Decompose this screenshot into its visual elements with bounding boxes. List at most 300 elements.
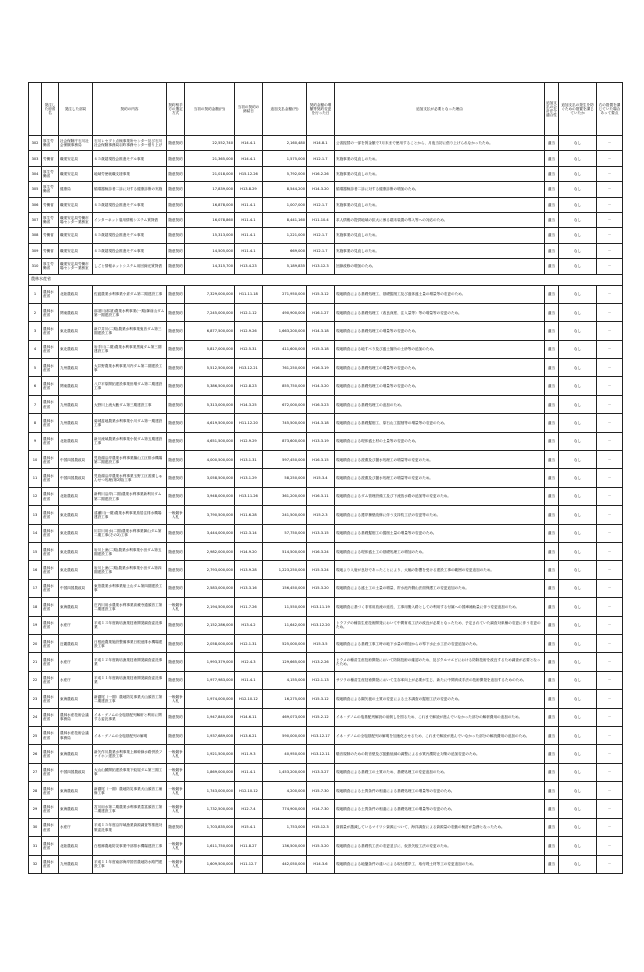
- table-cell: H15.3.24: [307, 561, 335, 579]
- table-cell: H14.8.1: [307, 136, 335, 151]
- table-cell: H13.6.21: [235, 726, 263, 744]
- table-cell: －: [597, 634, 623, 652]
- table-cell: H13.3.15: [307, 524, 335, 542]
- table-cell: 現地精査による基礎処理工（改良深度、注入量等）等の増量等の変更のため。: [335, 303, 545, 321]
- table-cell: 一般競争入札: [167, 782, 185, 800]
- table-cell: なし: [559, 151, 597, 166]
- table-cell: 57,750,000: [263, 524, 307, 542]
- table-cell: 6: [29, 377, 42, 395]
- table-cell: 23: [29, 690, 42, 708]
- table-cell: 307: [29, 212, 42, 227]
- table-cell: 農林水産省: [42, 377, 59, 395]
- table-cell: H13.3.19: [307, 432, 335, 450]
- table-cell: 随意契約: [167, 726, 185, 744]
- table-cell: なし: [559, 782, 597, 800]
- table-cell: 農林水産省: [42, 690, 59, 708]
- table-cell: 5,792,000: [263, 166, 307, 181]
- table-cell: なし: [559, 197, 597, 212]
- table-cell: 17: [29, 579, 42, 597]
- table-cell: トラフグの種苗生産技術開発において中間育成工法の改良が必要となったため、予定されていた調査対象種の変更に伴う変更のため。: [335, 616, 545, 634]
- table-cell: －: [597, 259, 623, 274]
- table-cell: －: [597, 395, 623, 413]
- table-cell: 現地より入射が良好であったことにより、大幅の影響を受ける建設工事の範囲の変更追加のため。: [335, 561, 545, 579]
- table-cell: 地域労使就職支援事業: [93, 166, 167, 181]
- table-cell: 適当: [545, 708, 559, 726]
- column-header: 当初の契約金額(円): [185, 83, 235, 136]
- table-cell: 7: [29, 395, 42, 413]
- table-cell: 303: [29, 151, 42, 166]
- table-cell: H15.4.1: [235, 818, 263, 836]
- table-cell: 随意契約: [167, 708, 185, 726]
- table-cell: 514,500,000: [263, 542, 307, 560]
- table-cell: なし: [559, 259, 597, 274]
- table-cell: 4,200,000: [263, 782, 307, 800]
- table-cell: 川井川用水(二期)農業水利事業御山ダム第二期工事(その2)工事: [93, 524, 167, 542]
- table-cell: 現地精査による基礎工事工時の地下水量の増加からの導下水止水工法の変更追加のため。: [335, 634, 545, 652]
- table-row: [29, 212, 623, 227]
- table-cell: H13.12.21: [235, 359, 263, 377]
- table-cell: 4,619,500,000: [185, 414, 235, 432]
- table-cell: 菊城盆地農業水利事業小川ダム第一期建設工事: [93, 414, 167, 432]
- table-cell: 適当: [545, 182, 559, 197]
- table-cell: －: [597, 708, 623, 726]
- table-cell: なし: [559, 359, 597, 377]
- table-row: [29, 690, 623, 708]
- table-cell: 現地精査による基礎掘削工の掘削土量の増量等の変更のため。: [335, 524, 545, 542]
- table-cell: 136,500,000: [263, 837, 307, 855]
- table-cell: －: [597, 837, 623, 855]
- table-cell: H16.3.23: [307, 395, 335, 413]
- table-cell: 適当: [545, 432, 559, 450]
- table-cell: 16,878,000: [185, 197, 235, 212]
- table-cell: 5,386,500,000: [185, 377, 235, 395]
- table-cell: 適当: [545, 837, 559, 855]
- table-cell: 平成１１年度栽培漁業技術開発調査委託事業: [93, 671, 167, 689]
- table-cell: －: [597, 197, 623, 212]
- table-cell: なし: [559, 451, 597, 469]
- column-header: 追加支払金額(円): [263, 83, 307, 136]
- table-cell: H11.4.1: [235, 243, 263, 258]
- table-cell: 241,500,000: [263, 506, 307, 524]
- table-row: [29, 616, 623, 634]
- table-cell: －: [597, 616, 623, 634]
- table-cell: なし: [559, 136, 597, 151]
- table-cell: 28: [29, 782, 42, 800]
- table-row: [29, 763, 623, 781]
- table-cell: 適当: [545, 671, 559, 689]
- table-cell: －: [597, 285, 623, 303]
- table-cell: 農林水産省: [42, 855, 59, 873]
- table-cell: 東北農政局: [59, 340, 93, 358]
- table-cell: 随意契約: [167, 259, 185, 274]
- table-cell: －: [597, 561, 623, 579]
- table-cell: 近畿農政局: [59, 634, 93, 652]
- table-cell: なし: [559, 340, 597, 358]
- table-cell: H12.7.4: [235, 800, 263, 818]
- table-cell: 随意契約: [167, 414, 185, 432]
- table-cell: H16.3.19: [307, 359, 335, 377]
- table-cell: 一般競争入札: [167, 598, 185, 616]
- table-cell: 適当: [545, 506, 559, 524]
- table-cell: H15.3.4: [307, 469, 335, 487]
- table-cell: 随意契約: [167, 432, 185, 450]
- table-cell: H13.11.26: [235, 487, 263, 505]
- table-cell: 随意契約: [167, 303, 185, 321]
- table-cell: 那須川(那須)農業水利事業(一期)御前山ダム第一期建設工事: [93, 303, 167, 321]
- table-cell: 適当: [545, 228, 559, 243]
- table-cell: 一般競争入札: [167, 690, 185, 708]
- table-cell: 随意契約: [167, 469, 185, 487]
- table-cell: 水産庁: [59, 653, 93, 671]
- table-cell: H12.1.7: [307, 197, 335, 212]
- table-cell: 8,544,200: [263, 182, 307, 197]
- table-cell: 9: [29, 432, 42, 450]
- table-cell: 農林水産省: [42, 487, 59, 505]
- table-cell: 現地精査による堤体盛土工の基礎処理工の増加のため。: [335, 542, 545, 560]
- table-cell: －: [597, 524, 623, 542]
- table-cell: 新川流域農業水利事業小俣ダム第五期建設工事: [93, 432, 167, 450]
- table-cell: なし: [559, 182, 597, 197]
- table-row: [29, 259, 623, 274]
- table-cell: H15.3.20: [307, 579, 335, 597]
- table-cell: 適当: [545, 469, 559, 487]
- table-cell: 随意契約: [167, 818, 185, 836]
- section-row: [29, 274, 623, 285]
- table-row: [29, 800, 623, 818]
- table-cell: －: [597, 451, 623, 469]
- table-cell: 一般競争入札: [167, 837, 185, 855]
- table-cell: H11.11.18: [235, 285, 263, 303]
- table-cell: 労働省: [42, 197, 59, 212]
- table-row: [29, 708, 623, 726]
- table-cell: なし: [559, 469, 597, 487]
- table-cell: 職業安定局労働市場センター業務室: [59, 259, 93, 274]
- table-cell: 5,817,000,000: [185, 340, 235, 358]
- table-cell: 11,642,000: [263, 616, 307, 634]
- table-cell: 実施事業の見直しのため。: [335, 197, 545, 212]
- table-cell: なし: [559, 598, 597, 616]
- table-row: [29, 451, 623, 469]
- table-cell: 随意契約: [167, 243, 185, 258]
- table-cell: 遠瀬川(一期)農業水利事業鳥居注排水機場建設工事: [93, 506, 167, 524]
- table-cell: 3,444,000,000: [185, 524, 235, 542]
- table-cell: 騒音規制のための防音壁及び振動低減の調整による水質汚濁防止対策の追加変更のため。: [335, 745, 545, 763]
- table-cell: 32: [29, 855, 42, 873]
- table-cell: 随意契約: [167, 377, 185, 395]
- agri-rows: [29, 285, 623, 874]
- table-cell: 適当: [545, 395, 559, 413]
- table-cell: 1,611,750,000: [185, 837, 235, 855]
- table-cell: 水産庁: [59, 818, 93, 836]
- table-cell: 4: [29, 340, 42, 358]
- table-cell: 随意契約: [167, 182, 185, 197]
- table-cell: 現地精査による基礎処理工の増量等の変更のため。: [335, 377, 545, 395]
- table-cell: H12.9.29: [235, 432, 263, 450]
- table-cell: 適当: [545, 359, 559, 377]
- table-cell: 305: [29, 182, 42, 197]
- table-cell: －: [597, 653, 623, 671]
- table-cell: 農林水産省: [42, 745, 59, 763]
- table-cell: 実施事業の見直しのため。: [335, 166, 545, 181]
- table-cell: H11.4.1: [235, 197, 263, 212]
- table-cell: H15.3.18: [307, 340, 335, 358]
- table-cell: 農林水産省: [42, 432, 59, 450]
- column-header: 右の措置を講じていた場合あって要点: [597, 83, 623, 136]
- table-cell: 職業安定局: [59, 197, 93, 212]
- column-header: 契約相手方の選定方式: [167, 83, 185, 136]
- table-cell: 22: [29, 671, 42, 689]
- table-cell: H14.4.1: [235, 136, 263, 151]
- table-cell: 新利川沿岸(二期)農業水利事業新利川ダム第二期建設工事: [93, 487, 167, 505]
- table-cell: ６５歳超現役会推進モデル事業: [93, 243, 167, 258]
- table-cell: －: [597, 506, 623, 524]
- table-cell: 九州農政局: [59, 855, 93, 873]
- table-cell: 随意契約: [167, 166, 185, 181]
- table-cell: 平成１２年度栽培漁業技術開発調査委託事業: [93, 653, 167, 671]
- table-cell: 農林水産省: [42, 708, 59, 726]
- table-cell: 岩手川(二期)農業水利事業黒滝ダム第三期建設工事: [93, 340, 167, 358]
- table-cell: 適当: [545, 151, 559, 166]
- table-cell: 590,000,000: [263, 726, 307, 744]
- table-cell: 九州農政局: [59, 359, 93, 377]
- table-cell: 児島湖沿岸農業水利事業玉野工区浚渫しゅんせつ処理(第2期)工事: [93, 469, 167, 487]
- table-row: [29, 303, 623, 321]
- table-cell: なし: [559, 671, 597, 689]
- table-cell: ヒラメの種苗生産技術開発において防除技術の確認のため、及びクルマエビにおける防除技術を改良するため調査が必要となったため。: [335, 653, 545, 671]
- table-cell: 実施事業の見直しのため。: [335, 243, 545, 258]
- table-cell: なし: [559, 818, 597, 836]
- table-cell: 4,651,500,000: [185, 432, 235, 450]
- table-cell: 156,450,000: [263, 579, 307, 597]
- table-cell: 490,900,000: [263, 303, 307, 321]
- table-cell: ６５歳超現役会推進モデル事業: [93, 197, 167, 212]
- column-header: 追加支払が必要となった理由: [335, 83, 545, 136]
- table-cell: 大野川上流大藪ダム第三期建設工事: [93, 395, 167, 413]
- table-cell: －: [597, 800, 623, 818]
- table-cell: H11.8.27: [235, 837, 263, 855]
- table-cell: H12.5.31: [235, 340, 263, 358]
- table-cell: 東海農政局: [59, 800, 93, 818]
- table-row: [29, 524, 623, 542]
- table-cell: 4,155,000: [263, 671, 307, 689]
- table-cell: 新矢作川農業水利事業上郷幹線水路併設ファイホン建設工事: [93, 745, 167, 763]
- table-cell: なし: [559, 432, 597, 450]
- table-cell: 適当: [545, 818, 559, 836]
- contracts-table: [28, 82, 623, 874]
- table-row: [29, 598, 623, 616]
- table-row: [29, 151, 623, 166]
- table-cell: 現地精査による鋼矢板の土質の変更による土木調査の掘削工法の変更のため。: [335, 690, 545, 708]
- table-cell: 1: [29, 285, 42, 303]
- table-cell: H12.4.3: [235, 653, 263, 671]
- table-cell: 現地精査に基づく非常用放流の延長、工事用搬入路としての利用する付属への国庫補助量に伴う変更追加のため。: [335, 598, 545, 616]
- table-cell: －: [597, 151, 623, 166]
- table-cell: 30: [29, 818, 42, 836]
- section-label: 農林水産省: [29, 274, 623, 285]
- table-cell: H15.12.3: [307, 818, 335, 836]
- table-cell: 8,441,160: [263, 212, 307, 227]
- table-cell: 26: [29, 745, 42, 763]
- table-cell: 3: [29, 322, 42, 340]
- table-cell: H12.1.7: [307, 151, 335, 166]
- table-cell: 19: [29, 616, 42, 634]
- table-cell: なし: [559, 487, 597, 505]
- table-row: [29, 377, 623, 395]
- table-cell: なし: [559, 745, 597, 763]
- table-cell: 3,058,500,000: [185, 469, 235, 487]
- table-cell: 1,921,500,000: [185, 745, 235, 763]
- table-row: [29, 542, 623, 560]
- table-cell: 農林水産省: [42, 634, 59, 652]
- table-cell: しごと情報ネットシステム用回線光賃貸借: [93, 259, 167, 274]
- table-cell: H14.7.30: [307, 800, 335, 818]
- table-cell: 水産庁: [59, 671, 93, 689]
- table-cell: 現地精査による基礎処理工の増量等の変更のため。: [335, 359, 545, 377]
- table-cell: H13.12.11: [307, 745, 335, 763]
- table-cell: H14.6.11: [235, 708, 263, 726]
- table-cell: H15.12.26: [235, 166, 263, 181]
- table-cell: 309: [29, 243, 42, 258]
- table-cell: 農林水産省: [42, 763, 59, 781]
- table-cell: 農林水産技術会議事務局: [59, 708, 93, 726]
- table-cell: 農林水産省: [42, 818, 59, 836]
- table-cell: 1,993,379,000: [185, 653, 235, 671]
- table-cell: なし: [559, 166, 597, 181]
- table-cell: 中国四国農政局: [59, 579, 93, 597]
- table-cell: 306: [29, 197, 42, 212]
- table-cell: 公害振替の一部を賃金額で7月末まで使用することから、月夜当初に借り上げられなかったため。: [335, 136, 545, 151]
- table-cell: 現地精査による浚渫及び盤水処理工の増量等の変更のため。: [335, 469, 545, 487]
- table-cell: 16,078,860: [185, 212, 235, 227]
- table-cell: なし: [559, 303, 597, 321]
- table-cell: 関東農政局: [59, 377, 93, 395]
- table-cell: 農林水産省: [42, 800, 59, 818]
- table-row: [29, 782, 623, 800]
- table-cell: 農林水産省: [42, 616, 59, 634]
- column-header: 発注した府省名: [42, 83, 59, 136]
- table-cell: 農林水産省: [42, 671, 59, 689]
- table-cell: H16.1.27: [307, 303, 335, 321]
- table-cell: 1,947,840,000: [185, 708, 235, 726]
- table-cell: H13.3.16: [235, 579, 263, 597]
- table-cell: 12: [29, 487, 42, 505]
- table-cell: 302: [29, 136, 42, 151]
- table-row: [29, 432, 623, 450]
- table-cell: 13: [29, 506, 42, 524]
- table-cell: 適当: [545, 524, 559, 542]
- table-cell: 農林水産省: [42, 285, 59, 303]
- column-header: 追加支払の会計法令適合性: [545, 83, 559, 136]
- table-cell: 11: [29, 469, 42, 487]
- table-cell: 岩川上流(二期)農業水利事業小田ダム第五期建設工事: [93, 542, 167, 560]
- table-cell: H12.3.14: [235, 524, 263, 542]
- table-cell: 現地精査による護岸擁壁改修に伴う支持杭工法の変更等のため。: [335, 506, 545, 524]
- column-header: 追加支払の発生を防ぐための措置を講じていたか: [559, 83, 597, 136]
- table-cell: 3,790,500,000: [185, 506, 235, 524]
- table-cell: 1,453,200,000: [263, 763, 307, 781]
- table-cell: 中国四国農政局: [59, 763, 93, 781]
- table-cell: 27: [29, 763, 42, 781]
- table-cell: 適当: [545, 414, 559, 432]
- table-row: [29, 726, 623, 744]
- table-cell: －: [597, 182, 623, 197]
- table-cell: H14.3.6: [307, 855, 335, 873]
- table-cell: 16: [29, 561, 42, 579]
- table-cell: 14: [29, 524, 42, 542]
- table-cell: －: [597, 359, 623, 377]
- table-cell: －: [597, 818, 623, 836]
- table-cell: －: [597, 579, 623, 597]
- column-header: 発注した部局: [59, 83, 93, 136]
- table-cell: H16.2.26: [307, 166, 335, 181]
- table-cell: 適当: [545, 634, 559, 652]
- table-cell: H11.4.1: [235, 671, 263, 689]
- table-cell: 2,583,000,000: [185, 579, 235, 597]
- table-cell: 随意契約: [167, 634, 185, 652]
- table-cell: なし: [559, 377, 597, 395]
- table-cell: H13.1.29: [235, 469, 263, 487]
- table-cell: 厚生労働省: [42, 182, 59, 197]
- table-cell: 日根池農業施設整備事業日根池排水機場建設工事: [93, 634, 167, 652]
- table-cell: 適当: [545, 212, 559, 227]
- table-cell: H16.3.24: [307, 542, 335, 560]
- table-cell: 25: [29, 726, 42, 744]
- table-cell: サワラの種苗生産技術開発において生存率向上が必要が生じ、新たに中間育成手法の技術開発を追加するためのため。: [335, 671, 545, 689]
- table-row: [29, 243, 623, 258]
- table-cell: H11.7.26: [235, 598, 263, 616]
- table-cell: 適当: [545, 745, 559, 763]
- table-cell: H11.4.1: [235, 228, 263, 243]
- table-cell: 7,329,000,000: [185, 285, 235, 303]
- table-cell: H15.3.20: [307, 837, 335, 855]
- table-cell: 適当: [545, 285, 559, 303]
- table-cell: なし: [559, 837, 597, 855]
- table-cell: 職業安定局: [59, 228, 93, 243]
- table-row: [29, 340, 623, 358]
- table-cell: なし: [559, 690, 597, 708]
- table-cell: H11.4.1: [235, 763, 263, 781]
- table-cell: 1,977,983,000: [185, 671, 235, 689]
- table-cell: 597,450,000: [263, 451, 307, 469]
- table-cell: －: [597, 690, 623, 708]
- table-cell: なし: [559, 542, 597, 560]
- table-cell: 随意契約: [167, 285, 185, 303]
- table-cell: 適当: [545, 690, 559, 708]
- table-cell: 実施事業の見直しのため。: [335, 151, 545, 166]
- table-cell: －: [597, 487, 623, 505]
- table-cell: なし: [559, 634, 597, 652]
- table-cell: H11.10.4: [307, 212, 335, 227]
- table-cell: 農林水産省: [42, 322, 59, 340]
- table-cell: 17,839,000: [185, 182, 235, 197]
- table-cell: －: [597, 782, 623, 800]
- table-cell: 適当: [545, 800, 559, 818]
- table-cell: 平成１１年度南部海岸国営農地防水路門建設工事: [93, 855, 167, 873]
- table-cell: 農林水産省: [42, 653, 59, 671]
- table-cell: 労働省: [42, 243, 59, 258]
- table-cell: 適当: [545, 377, 559, 395]
- table-cell: 6,877,500,000: [185, 322, 235, 340]
- table-cell: 一般競争入札: [167, 800, 185, 818]
- table-cell: H14.3.20: [307, 377, 335, 395]
- table-cell: イネ・ゲノムの全塩基配列の解明: [93, 726, 167, 744]
- table-cell: H16.3.15: [307, 451, 335, 469]
- table-cell: H14.9.20: [235, 542, 263, 560]
- table-cell: H13.4.2: [235, 616, 263, 634]
- table-cell: －: [597, 598, 623, 616]
- table-cell: H11.6.28: [235, 506, 263, 524]
- table-cell: H12.1.31: [235, 634, 263, 652]
